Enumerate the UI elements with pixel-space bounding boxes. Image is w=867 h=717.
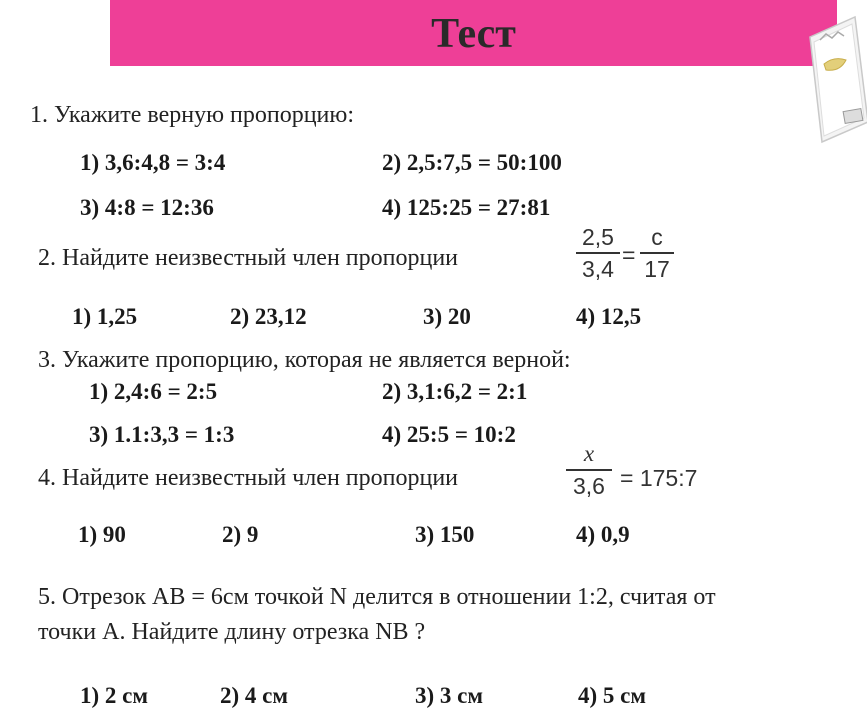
q4-option-3[interactable]: 3) 150: [415, 522, 475, 547]
q4-option-4[interactable]: 4) 0,9: [576, 522, 630, 547]
q4-frac-den: 3,6: [573, 473, 605, 499]
q2-frac-num-2: c: [651, 224, 663, 250]
q2-fraction-right: [640, 224, 674, 282]
q4-fraction: [566, 441, 612, 499]
question-4-text: 4. Найдите неизвестный член пропорции: [38, 465, 458, 491]
q1-option-2[interactable]: 2) 2,5:7,5 = 50:100: [382, 150, 562, 175]
q4-frac-num: x: [583, 441, 595, 466]
fraction-bar: [566, 469, 612, 471]
q2-option-4[interactable]: 4) 12,5: [576, 304, 642, 329]
q1-option-1[interactable]: 1) 3,6:4,8 = 3:4: [80, 150, 226, 175]
page-title: Тест: [431, 11, 516, 57]
question-5-line-1: 5. Отрезок AB = 6см точкой N делится в отношении 1:2, считая от: [38, 584, 716, 610]
q3-option-2[interactable]: 2) 3,1:6,2 = 2:1: [382, 379, 528, 404]
title-banner: [110, 0, 837, 66]
q2-frac-num-1: 2,5: [582, 224, 614, 250]
q1-option-3[interactable]: 3) 4:8 = 12:36: [80, 195, 214, 220]
q2-frac-den-2: 17: [644, 256, 670, 282]
q5-option-2[interactable]: 2) 4 см: [220, 683, 289, 708]
fraction-bar: [576, 252, 620, 254]
q4-equation-rest: = 175:7: [620, 465, 698, 491]
q1-option-4[interactable]: 4) 125:25 = 27:81: [382, 195, 551, 220]
q2-option-2[interactable]: 2) 23,12: [230, 304, 307, 329]
q5-option-3[interactable]: 3) 3 см: [415, 683, 484, 708]
q5-option-1[interactable]: 1) 2 см: [80, 683, 149, 708]
q3-option-3[interactable]: 3) 1.1:3,3 = 1:3: [89, 422, 235, 447]
q3-option-1[interactable]: 1) 2,4:6 = 2:5: [89, 379, 218, 404]
question-3-text: 3. Укажите пропорцию, которая не является верной:: [38, 347, 571, 373]
q2-option-3[interactable]: 3) 20: [423, 304, 471, 329]
q3-option-4[interactable]: 4) 25:5 = 10:2: [382, 422, 516, 447]
question-1-text: 1. Укажите верную пропорцию:: [30, 102, 354, 128]
notepad-icon: [800, 12, 867, 147]
q4-option-2[interactable]: 2) 9: [222, 522, 259, 547]
q2-equals-sign: =: [622, 242, 636, 268]
question-2-text: 2. Найдите неизвестный член пропорции: [38, 245, 458, 271]
q2-fraction-left: [576, 224, 620, 282]
q5-option-4[interactable]: 4) 5 см: [578, 683, 647, 708]
q2-option-1[interactable]: 1) 1,25: [72, 304, 138, 329]
q4-option-1[interactable]: 1) 90: [78, 522, 126, 547]
q2-frac-den-1: 3,4: [582, 256, 614, 282]
question-5-line-2: точки A. Найдите длину отрезка NB ?: [38, 619, 426, 645]
fraction-bar: [640, 252, 674, 254]
